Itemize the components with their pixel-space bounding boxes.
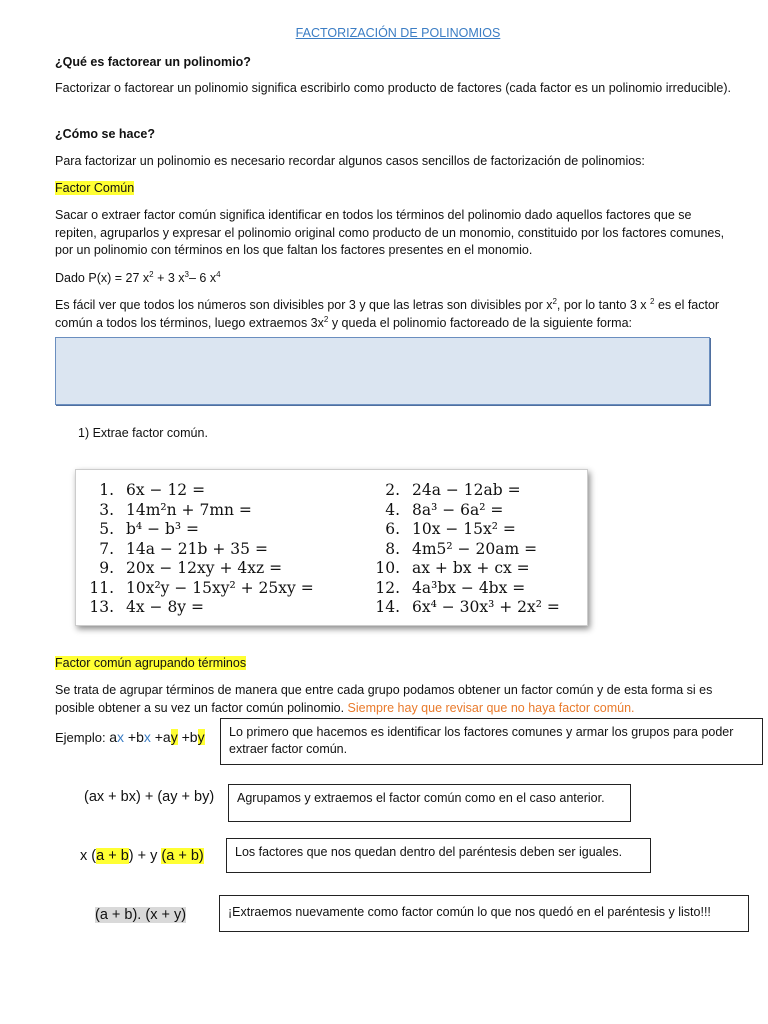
note-box-4: ¡Extraemos nuevamente como factor común lo que nos quedó en el paréntesis y listo!!! <box>219 895 749 932</box>
paragraph-explanation: Es fácil ver que todos los números son divisibles por 3 y que las letras son divisibles por $x^2$, por lo tanto 3 x $^2$ es el factor común a todos los términos, luego extraemos $3x^2$ y queda el polinomio factoreado de la siguiente forma: <box>55 296 720 330</box>
heading-agrupando <box>55 655 735 673</box>
note-box-2: Agrupamos y extraemos el factor común como en el caso anterior. <box>228 784 631 822</box>
paragraph-definition: Factorizar o factorear un polinomio significa escribirlo como producto de factores (cada factor es un polinomio irreducible). <box>55 81 732 95</box>
question-how: ¿Cómo se hace? <box>55 127 156 141</box>
exercise-9: 9. 20x − 12xy + 4xz = <box>99 559 283 577</box>
question-what: ¿Qué es factorear un polinomio? <box>55 55 251 69</box>
exercise-6: 6. 10x − 15x² = <box>385 520 516 538</box>
exercise-3: 3. 14m²n + 7mn = <box>99 500 252 519</box>
exercise-11: 11. 10x²y − 15xy² + 25xy = <box>89 578 314 597</box>
heading-factor-comun-text: Factor Común <box>55 181 135 195</box>
exercise-4: 4. 8a³ − 6a² = <box>385 500 504 519</box>
note-box-3: Los factores que nos quedan dentro del paréntesis deben ser iguales. <box>226 838 651 873</box>
answer-box <box>55 337 710 405</box>
page-title: FACTORIZACIÓN DE POLINOMIOS <box>295 26 501 40</box>
step-1-expression: (ax + bx) + (ay + by) <box>84 789 215 805</box>
exercise-12: 12. 4a³bx − 4bx = <box>375 578 526 597</box>
exercise-7: 7. 14a − 21b + 35 = <box>99 539 268 558</box>
exercise-8: 8. 4m5² − 20am = <box>385 539 538 558</box>
example-line: Ejemplo: ax +bx +ay +by <box>55 729 205 745</box>
heading-agrupando-text: Factor común agrupando términos <box>55 656 247 670</box>
paragraph-intro: Para factorizar un polinomio es necesario recordar algunos casos sencillos de factorización de polinomios: <box>55 154 645 168</box>
step-2-expression: x (a + b) + y (a + b) <box>80 848 204 864</box>
exercise-box <box>75 469 588 626</box>
step-3-expression: (a + b). (x + y) <box>95 907 187 923</box>
heading-factor-comun <box>55 180 735 198</box>
given-polynomial: Dado P(x) = 27 $x^2 + 3$ $x^3-$ 6 $x^4$ <box>55 269 221 285</box>
exercise-5: 5. b⁴ − b³ = <box>99 520 200 538</box>
paragraph-factor-comun: Sacar o extraer factor común significa identificar en todos los términos del polinomio dado aquellos factores que se repiten, agruparlos y expresar el polinomio original como producto de un monomio, constituido por los factores comunes, por un polinomio con términos en los que faltan los factores presentes en el monomio. <box>55 208 725 257</box>
warning-text: Siempre hay que revisar que no haya factor común. <box>347 700 635 715</box>
exercise-13: 13. 4x − 8y = <box>89 598 204 616</box>
note-box-1: Lo primero que hacemos es identificar los factores comunes y armar los grupos para poder extraer factor común. <box>220 718 763 765</box>
paragraph-agrupando: Se trata de agrupar términos de manera que entre cada grupo podamos obtener un factor común y de esta forma si es posible obtener a su vez un factor común polinomio. Siempre hay que revisar que no haya factor común. <box>55 683 713 715</box>
exercise-14: 14. 6x⁴ − 30x³ + 2x² = <box>375 598 560 616</box>
exercise-1: 1. 6x − 12 = <box>99 481 206 499</box>
exercise-10: 10. ax + bx + cx = <box>375 559 530 577</box>
exercise-2: 2. 24a − 12ab = <box>385 481 521 499</box>
task-extrae: 1) Extrae factor común. <box>78 426 208 440</box>
